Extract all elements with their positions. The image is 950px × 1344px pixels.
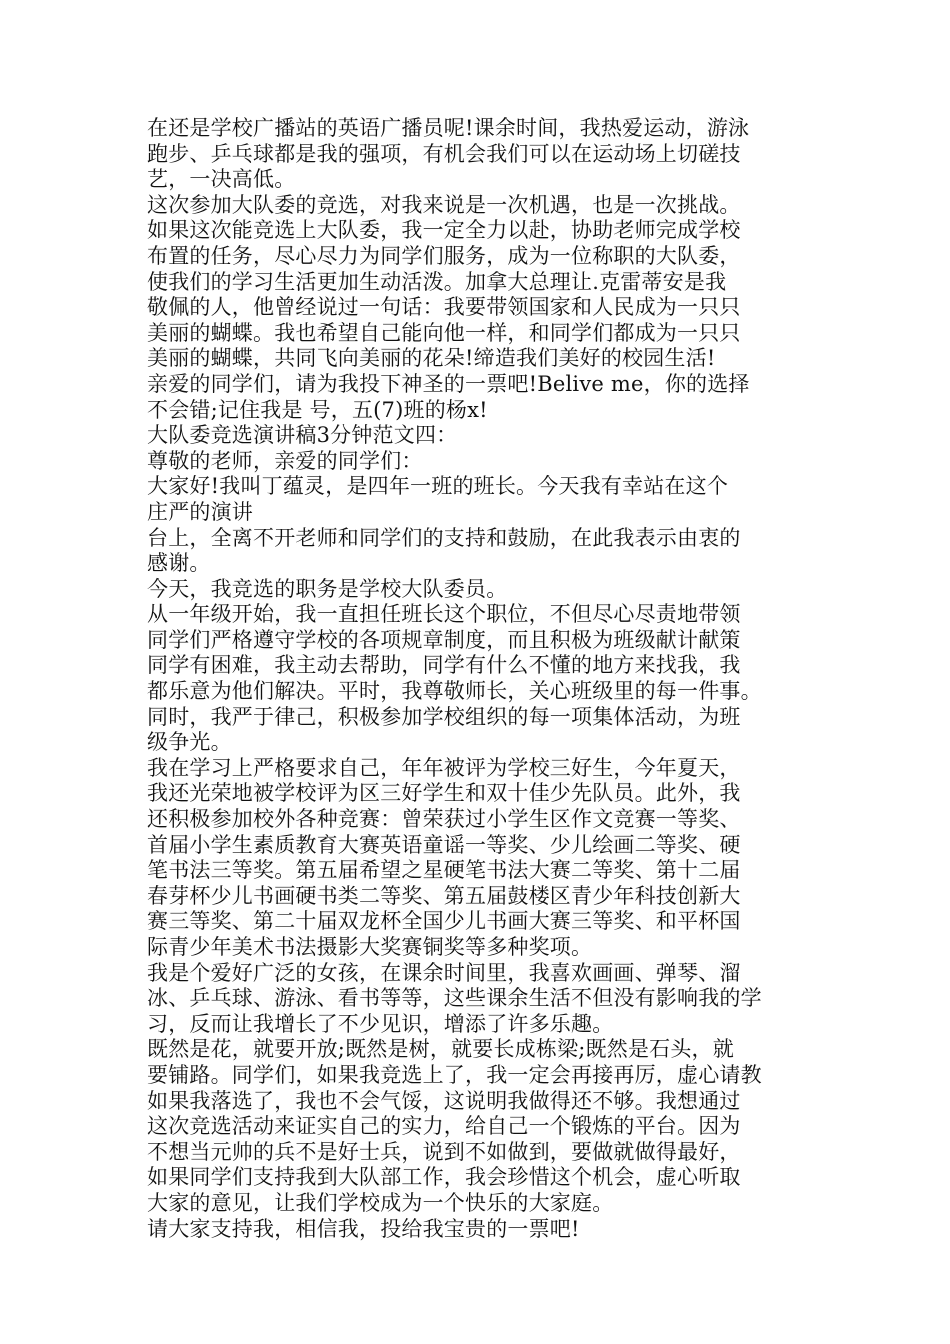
text-line: 尊敬的老师，亲爱的同学们： [147, 448, 423, 473]
text-line: 美丽的蝴蝶。我也希望自己能向他一样，和同学们都成为一只只 [147, 320, 741, 345]
text-line: 首届小学生素质教育大赛英语童谣一等奖、少儿绘画二等奖、硬 [147, 832, 741, 857]
text-line: 美丽的蝴蝶，共同飞向美丽的花朵!缔造我们美好的校园生活! [147, 346, 716, 371]
text-line: 不会错;记住我是 号，五(7)班的杨x! [147, 397, 488, 422]
text-line: 大家的意见，让我们学校成为一个快乐的大家庭。 [147, 1190, 614, 1215]
text-line: 不想当元帅的兵不是好士兵，说到不如做到，要做就做得最好， [147, 1139, 741, 1164]
text-line: 级争光。 [147, 730, 232, 755]
text-line: 春芽杯少儿书画硬书类二等奖、第五届鼓楼区青少年科技创新大 [147, 883, 741, 908]
text-line: 同学们严格遵守学校的各项规章制度，而且积极为班级献计献策 [147, 627, 741, 652]
text-line: 我是个爱好广泛的女孩，在课余时间里，我喜欢画画、弹琴、溜 [147, 960, 741, 985]
document-body [147, 116, 811, 1242]
text-line: 亲爱的同学们，请为我投下神圣的一票吧!Belive me，你的选择 [147, 371, 750, 396]
text-line: 这次竞选活动来证实自己的实力，给自己一个锻炼的平台。因为 [147, 1114, 741, 1139]
text-line: 同学有困难，我主动去帮助，同学有什么不懂的地方来找我，我 [147, 653, 741, 678]
text-line: 习，反而让我增长了不少见识，增添了许多乐趣。 [147, 1011, 614, 1036]
text-line: 如果这次能竞选上大队委，我一定全力以赴，协助老师完成学校 [147, 218, 741, 243]
text-line: 艺，一决高低。 [147, 167, 296, 192]
text-line: 台上，全离不开老师和同学们的支持和鼓励，在此我表示由衷的 [147, 525, 741, 550]
text-line: 还积极参加校外各种竞赛：曾荣获过小学生区作文竞赛一等奖、 [147, 807, 741, 832]
text-line: 我还光荣地被学校评为区三好学生和双十佳少先队员。此外，我 [147, 781, 741, 806]
text-line: 冰、乒乓球、游泳、看书等等，这些课余生活不但没有影响我的学 [147, 986, 762, 1011]
text-line: 使我们的学习生活更加生动活泼。加拿大总理让.克雷蒂安是我 [147, 269, 727, 294]
text-line: 跑步、乒乓球都是我的强项，有机会我们可以在运动场上切磋技 [147, 141, 741, 166]
text-line: 如果同学们支持我到大队部工作，我会珍惜这个机会，虚心听取 [147, 1165, 741, 1190]
text-line: 既然是花，就要开放;既然是树，就要长成栋梁;既然是石头，就 [147, 1037, 734, 1062]
text-line: 笔书法三等奖。第五届希望之星硬笔书法大赛二等奖、第十二届 [147, 858, 741, 883]
text-line: 际青少年美术书法摄影大奖赛铜奖等多种奖项。 [147, 935, 593, 959]
text-line: 布置的任务，尽心尽力为同学们服务，成为一位称职的大队委， [147, 243, 741, 268]
text-line: 感谢。 [147, 551, 211, 576]
text-line: 大队委竞选演讲稿3分钟范文四： [147, 423, 458, 448]
text-line: 都乐意为他们解决。平时，我尊敬师长，关心班级里的每一件事。 [147, 679, 762, 704]
text-line: 如果我落选了，我也不会气馁，这说明我做得还不够。我想通过 [147, 1088, 741, 1113]
text-line: 庄严的演讲 [147, 499, 253, 524]
text-line: 请大家支持我，相信我，投给我宝贵的一票吧! [147, 1216, 580, 1241]
text-line: 赛三等奖、第二十届双龙杯全国少儿书画大赛三等奖、和平杯国 [147, 909, 741, 934]
text-line: 我在学习上严格要求自己，年年被评为学校三好生，今年夏天， [147, 755, 741, 780]
text-line: 大家好!我叫丁蕴灵，是四年一班的班长。今天我有幸站在这个 [147, 474, 729, 499]
text-line: 在还是学校广播站的英语广播员呢!课余时间，我热爱运动，游泳 [147, 116, 750, 140]
text-line: 要铺路。同学们，如果我竞选上了，我一定会再接再厉，虚心请教 [147, 1062, 762, 1087]
text-line: 从一年级开始，我一直担任班长这个职位，不但尽心尽责地带领 [147, 602, 741, 627]
text-line: 敬佩的人，他曾经说过一句话：我要带领国家和人民成为一只只 [147, 295, 741, 320]
text-line: 这次参加大队委的竞选，对我来说是一次机遇，也是一次挑战。 [147, 192, 741, 217]
text-line: 同时，我严于律己，积极参加学校组织的每一项集体活动，为班 [147, 704, 741, 729]
text-line: 今天，我竞选的职务是学校大队委员。 [147, 576, 508, 601]
